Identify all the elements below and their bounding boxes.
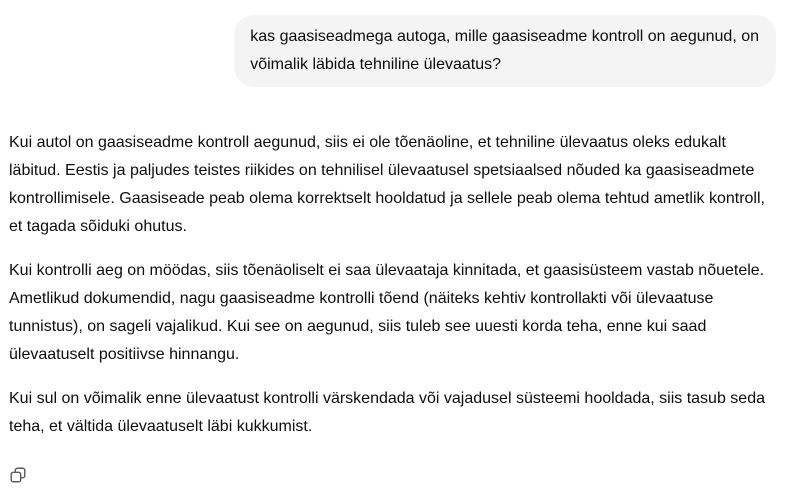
assistant-line: läbitud. Eestis ja paljudes teistes riikides on tehnilisel ülevaatusel spetsiaalsed nõuded ka gaasiseadmete bbox=[9, 162, 755, 179]
assistant-line: Ametlikud dokumendid, nagu gaasiseadme kontrolli tõend (näiteks kehtiv kontrollakti või ülevaatuse bbox=[9, 290, 714, 307]
assistant-line: teha, et vältida ülevaatuselt läbi kukkumist. bbox=[9, 418, 313, 435]
assistant-line: ülevaatuselt positiivse hinnangu. bbox=[9, 346, 240, 363]
user-message-bubble bbox=[234, 15, 776, 87]
copy-icon bbox=[9, 466, 27, 484]
assistant-message bbox=[9, 129, 765, 441]
assistant-line: Kui kontrolli aeg on möödas, siis tõenäoliselt ei saa ülevaataja kinnitada, et gaasisüsteem vastab nõuetele. bbox=[9, 262, 765, 279]
user-message-line: kas gaasiseadmega autoga, mille gaasiseadme kontroll on aegunud, on bbox=[250, 28, 759, 45]
assistant-line: Kui autol on gaasiseadme kontroll aegunud, siis ei ole tõenäoline, et tehniline ülevaatus oleks edukalt bbox=[9, 134, 726, 151]
copy-button[interactable] bbox=[8, 465, 28, 485]
assistant-line: Kui sul on võimalik enne ülevaatust kontrolli värskendada või vajadusel süsteemi hooldada, siis tasub seda bbox=[9, 390, 765, 407]
assistant-paragraph bbox=[9, 385, 765, 441]
assistant-paragraph bbox=[9, 257, 765, 369]
user-message-line: võimalik läbida tehniline ülevaatus? bbox=[250, 56, 502, 73]
assistant-line: kontrollimisele. Gaasiseade peab olema korrektselt hooldatud ja sellele peab olema tehtud ametlik kontroll, bbox=[9, 190, 765, 207]
assistant-line: et tagada sõiduki ohutus. bbox=[9, 218, 187, 235]
assistant-line: tunnistus), on sageli vajalikud. Kui see on aegunud, siis tuleb see uuesti korda teha, enne kui saad bbox=[9, 318, 707, 335]
assistant-paragraph bbox=[9, 129, 765, 241]
